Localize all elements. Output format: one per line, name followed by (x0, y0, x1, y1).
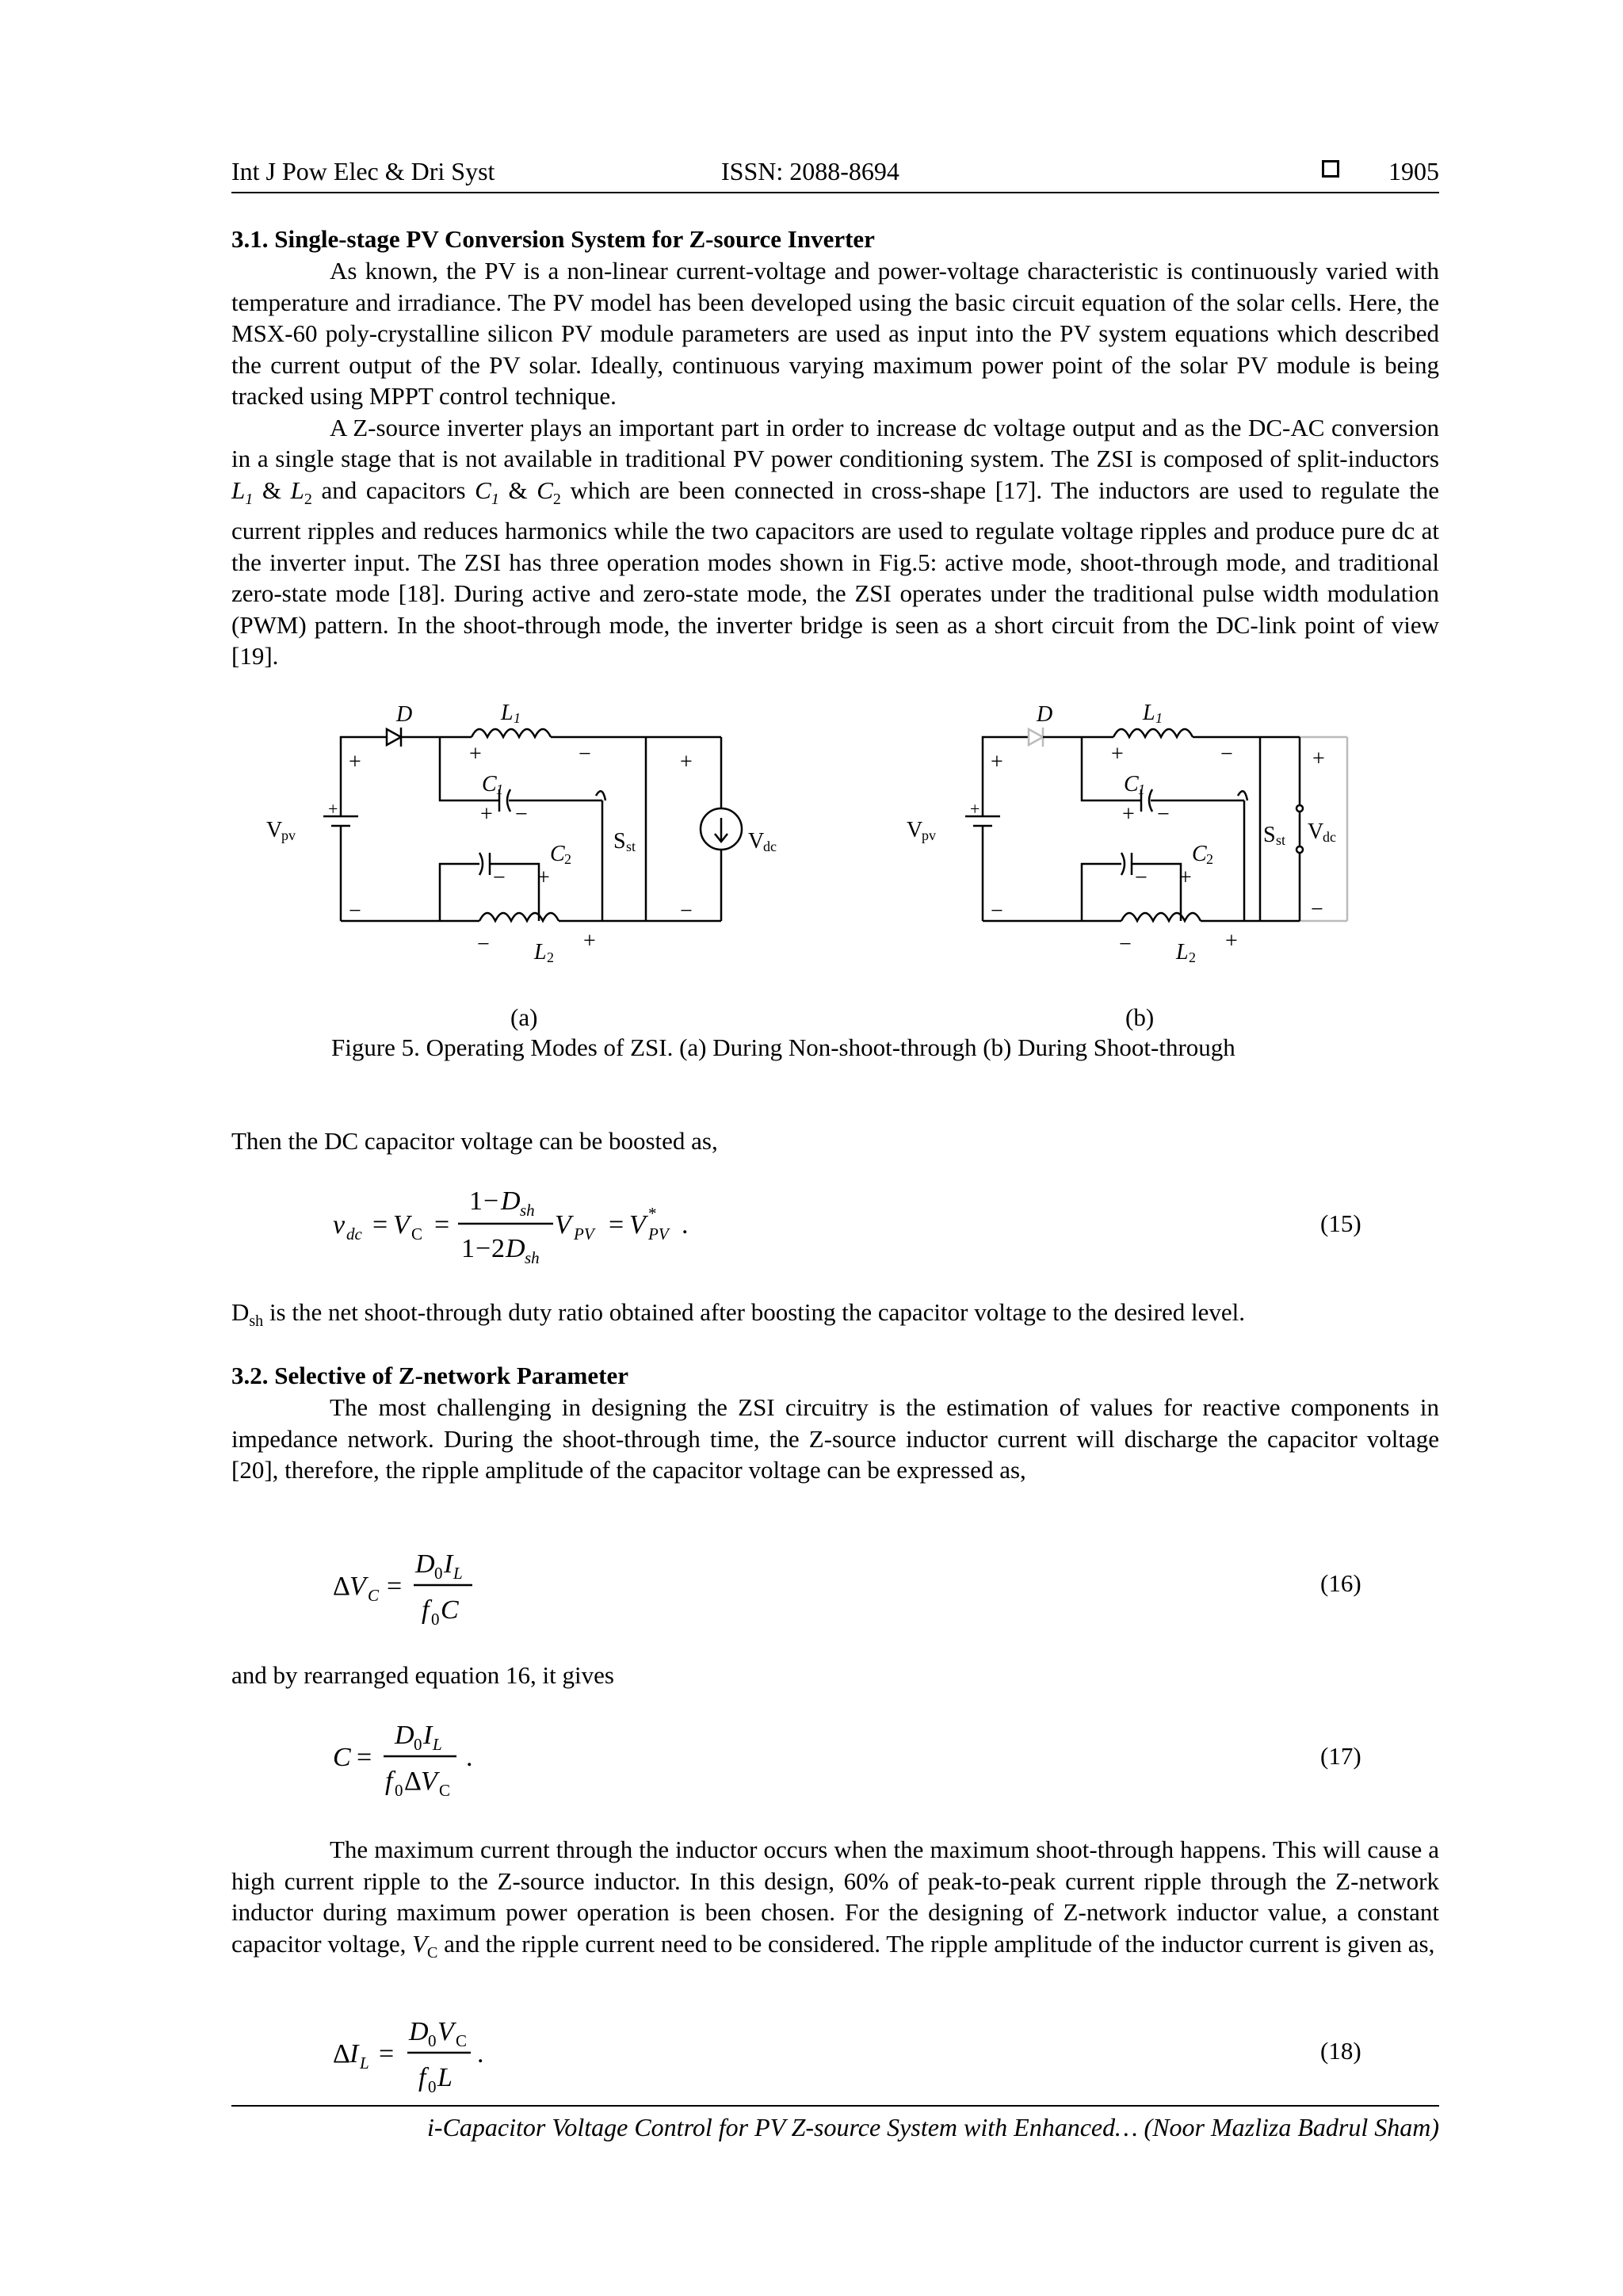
eq16-I: I (444, 1549, 453, 1579)
plus-c2-a: + (537, 865, 550, 890)
eq15-Vpv: V (555, 1210, 571, 1240)
minus-1-b: − (1220, 742, 1233, 766)
para2-text-b: and capacitors (311, 476, 475, 504)
page-number: 1905 (1388, 157, 1439, 185)
minus-c1-b: − (1157, 802, 1170, 827)
para-max-text-b: and the ripple current need to be considered. The ripple amplitude of the inductor current is given as, (437, 1929, 1435, 1958)
eq16-eq: = (387, 1572, 403, 1601)
footer-rule (231, 2105, 1439, 2107)
symbol-c1: C (475, 476, 491, 504)
equation-16-number: (16) (1320, 1569, 1361, 1597)
eq18-eq: = (379, 2039, 395, 2069)
circuit-diagram-b (907, 697, 1355, 967)
eq17-Csub: C (439, 1781, 451, 1800)
minus-2-a: − (349, 899, 361, 923)
label-c1-a: C (482, 772, 497, 797)
label-sst-a: S (613, 829, 626, 854)
plus-l2-b: + (1225, 929, 1238, 953)
label-c2-sub-b: 2 (1206, 851, 1213, 867)
plus-3-a: + (680, 750, 693, 774)
text-then-dc: Then the DC capacitor voltage can be boosted as, (231, 1127, 718, 1155)
label-l1-sub-b: 1 (1155, 710, 1163, 726)
eq18-V: V (437, 2017, 454, 2046)
eq18-zero2: 0 (428, 2077, 437, 2096)
minus-c1-a: − (515, 802, 528, 827)
equation-17 (333, 1712, 491, 1799)
minus-c2-b: − (1135, 865, 1148, 890)
eq15-period: . (682, 1210, 689, 1240)
figure-caption: Figure 5. Operating Modes of ZSI. (a) During Non-shoot-through (b) During Shoot-through (331, 1033, 1235, 1061)
symbol-l2: L (290, 476, 304, 504)
minus-3-b: − (1311, 897, 1323, 922)
eq15-Vc: V (393, 1210, 410, 1240)
eq18-L: L (360, 2053, 369, 2073)
eq15-eq2: = (434, 1210, 450, 1240)
section-heading-3-1: 3.1. Single-stage PV Conversion System for Z-source Inverter (231, 225, 875, 253)
eq18-f: f (418, 2063, 426, 2092)
eq16-f: f (422, 1595, 430, 1625)
eq15-eq3: = (609, 1210, 624, 1240)
plus-3-b: + (1312, 747, 1325, 771)
eq17-delta: Δ (404, 1767, 422, 1796)
eq17-zero: 0 (414, 1735, 422, 1754)
label-sst-sub-a: st (626, 839, 636, 854)
eq17-period: . (466, 1743, 473, 1772)
label-vdc-b: V (1308, 819, 1324, 844)
label-l1-sub-a: 1 (514, 710, 521, 726)
equation-18-number: (18) (1320, 2037, 1361, 2065)
eq15-num-D: D (501, 1186, 521, 1216)
eq18-period: . (477, 2039, 484, 2069)
eq17-C: C (333, 1743, 351, 1772)
equation-18 (333, 2008, 491, 2095)
equation-15 (333, 1179, 729, 1266)
symbol-l1-sub: 1 (245, 490, 254, 508)
eq17-I: I (423, 1721, 433, 1750)
text-dsh (231, 1297, 1245, 1337)
eq15-PV: PV (574, 1224, 594, 1244)
paragraph-pv-model: As known, the PV is a non-linear current-voltage and power-voltage characteristic is continuously varied with temperature and irradiance. The PV model has been developed using the basic circuit equation of the solar cells. Here, the MSX-60 poly-crystalline silicon PV module parameters are used as input into the PV system equations which described the current output of the PV solar. Ideally, continuous varying maximum power point of the solar PV module is being tracked using MPPT control technique. (231, 257, 1439, 410)
eq18-zero: 0 (428, 2031, 437, 2050)
plus-c2-b: + (1179, 865, 1192, 890)
plus-2-b: + (1111, 742, 1124, 766)
label-c2-a: C (550, 842, 565, 866)
label-l2-a: L (534, 940, 547, 965)
eq18-D: D (409, 2017, 429, 2046)
eq16-Cden: C (441, 1595, 459, 1625)
label-sst-b: S (1263, 823, 1276, 847)
page-footer: i-Capacitor Voltage Control for PV Z-source System with Enhanced… (Noor Mazliza Badrul Sham) (427, 2113, 1439, 2141)
para-max-vc-sub: C (427, 1943, 438, 1962)
plus-1-a: + (349, 750, 361, 774)
minus-2-b: − (991, 899, 1003, 923)
plus-1-b: + (991, 750, 1003, 774)
eq17-eq: = (357, 1743, 372, 1772)
label-vpv-a: V (266, 818, 283, 842)
eq18-C: C (456, 2031, 468, 2050)
figure-label-b: (b) (1125, 1003, 1155, 1031)
plus-c1-b: + (1122, 802, 1135, 827)
issn: ISSN: 2088-8694 (721, 157, 899, 185)
eq16-D: D (415, 1549, 435, 1579)
amp-1: & (253, 476, 291, 504)
section-heading-3-2: 3.2. Selective of Z-network Parameter (231, 1362, 628, 1389)
eq16-C: C (368, 1586, 380, 1605)
eq18-Lden: L (437, 2063, 453, 2092)
para2-text-c: which are been connected in cross-shape [17]. The inductors are used to regulate the current ripples and reduces harmonics while the two capacitors are used to regulate voltage ripples and produce pure dc at the inverter input. The ZSI has three operation modes shown in Fig.5: active mode, shoot-through mode, and traditional zero-state mode [18]. During active and zero-state mode, the ZSI operates under the traditional pulse width modulation (PWM) pattern. In the shoot-through mode, the inverter bridge is seen as a short circuit from the DC-link point of view [19]. (231, 476, 1439, 670)
eq15-eq1: = (372, 1210, 388, 1240)
label-vdc-a: V (748, 829, 765, 854)
paragraph-znetwork: The most challenging in designing the ZSI circuitry is the estimation of values for reactive components in impedance network. During the shoot-through time, the Z-source inductor current will discharge the capacitor voltage [20], therefore, the ripple amplitude of the capacitor voltage can be expressed as, (231, 1393, 1439, 1484)
eq17-D: D (395, 1721, 414, 1750)
label-l1-a: L (501, 701, 514, 725)
eq15-num-1: 1 (469, 1186, 483, 1216)
eq15-C: C (411, 1224, 423, 1244)
symbol-c2: C (537, 476, 553, 504)
symbol-l2-sub: 2 (304, 490, 312, 508)
eq18-I: I (349, 2039, 359, 2069)
eq16-zero: 0 (434, 1564, 443, 1583)
text-rearranged: and by rearranged equation 16, it gives (231, 1661, 614, 1689)
page-header (231, 155, 1439, 190)
eq16-V: V (349, 1572, 366, 1601)
label-sst-sub-b: st (1276, 832, 1286, 848)
symbol-l1: L (231, 476, 246, 504)
minus-1-a: − (579, 742, 591, 766)
eq15-den-2: 2 (491, 1234, 505, 1263)
label-c2-b: C (1192, 842, 1207, 866)
journal-name: Int J Pow Elec & Dri Syst (231, 157, 495, 185)
circuit-diagram-a (266, 697, 792, 967)
plus-c1-a: + (480, 802, 493, 827)
paragraph-max-current (231, 1834, 1439, 1969)
label-vdc-sub-b: dc (1323, 829, 1336, 845)
label-vpv-b: V (907, 818, 923, 842)
minus-l2-a: − (477, 932, 490, 957)
equation-17-number: (17) (1320, 1742, 1361, 1770)
section-3-2-body (231, 1392, 1439, 1486)
para2-text-a: A Z-source inverter plays an important part in order to increase dc voltage output and as the DC-AC conversion in a single stage that is not available in traditional PV power conditioning system. The ZSI is composed of split-inductors (231, 413, 1439, 472)
dsh-description: is the net shoot-through duty ratio obtained after boosting the capacitor voltage to the desired level. (263, 1298, 1245, 1326)
dsh-symbol: D (231, 1298, 250, 1326)
eq17-zero2: 0 (395, 1781, 403, 1800)
eq15-PV2: PV (648, 1224, 669, 1244)
equation-16 (333, 1541, 491, 1628)
eq15-num-sh: sh (520, 1201, 535, 1220)
eq16-zero2: 0 (431, 1610, 440, 1629)
amp-2: & (498, 476, 537, 504)
section-3-1-body (231, 255, 1439, 672)
paragraph-zsi (231, 412, 1439, 672)
eq15-den-1: 1 (461, 1234, 475, 1263)
eq15-v: v (333, 1210, 346, 1240)
label-c1-b: C (1124, 772, 1139, 797)
checkbox-square-icon (1322, 160, 1339, 178)
equation-15-number: (15) (1320, 1209, 1361, 1237)
para-max-vc: V (412, 1929, 428, 1958)
figure-label-a: (a) (510, 1003, 538, 1031)
plus-2-a: + (469, 742, 482, 766)
label-l2-b: L (1176, 940, 1189, 965)
eq17-L: L (433, 1735, 442, 1754)
eq18-delta: Δ (333, 2039, 350, 2069)
label-l2-sub-b: 2 (1189, 949, 1196, 965)
label-vpv-sub-a: pv (281, 827, 296, 843)
minus-l2-b: − (1119, 932, 1132, 957)
symbol-c2-sub: 2 (552, 490, 561, 508)
label-c1-sub-b: 1 (1138, 781, 1145, 797)
header-rule (231, 192, 1439, 193)
label-c1-sub-a: 1 (496, 781, 503, 797)
label-d-b: D (1037, 702, 1053, 727)
plus-batt-a: + (328, 799, 338, 819)
label-c2-sub-a: 2 (564, 851, 571, 867)
eq15-num-minus: − (483, 1186, 499, 1216)
eq16-delta: Δ (333, 1572, 350, 1601)
eq17-V: V (421, 1767, 437, 1796)
eq16-L: L (453, 1564, 463, 1583)
dsh-sub: sh (249, 1312, 264, 1331)
label-vdc-sub-a: dc (763, 839, 777, 854)
plus-l2-a: + (583, 929, 596, 953)
minus-c2-a: − (493, 865, 506, 890)
eq17-f: f (385, 1767, 393, 1796)
label-vpv-sub-b: pv (922, 827, 936, 843)
para-max-text-a: The maximum current through the inductor occurs when the maximum shoot-through happens. This will cause a high current ripple to the Z-source inductor. In this design, 60% of peak-to-peak current ripple through the Z-network inductor during maximum power operation is been chosen. For the designing of Z-network inductor value, a constant capacitor voltage, (231, 1836, 1439, 1958)
label-l2-sub-a: 2 (547, 949, 554, 965)
label-l1-b: L (1143, 701, 1155, 725)
eq15-dc: dc (346, 1224, 362, 1244)
symbol-c1-sub: 1 (491, 490, 499, 508)
minus-3-a: − (680, 899, 693, 923)
eq15-den-sh: sh (525, 1248, 540, 1267)
eq15-Vpv2: V (629, 1210, 646, 1240)
eq15-den-minus: − (475, 1234, 491, 1263)
eq15-star: * (648, 1204, 657, 1223)
eq15-den-D: D (506, 1234, 525, 1263)
plus-batt-b: + (970, 799, 980, 819)
label-d-a: D (396, 702, 413, 727)
